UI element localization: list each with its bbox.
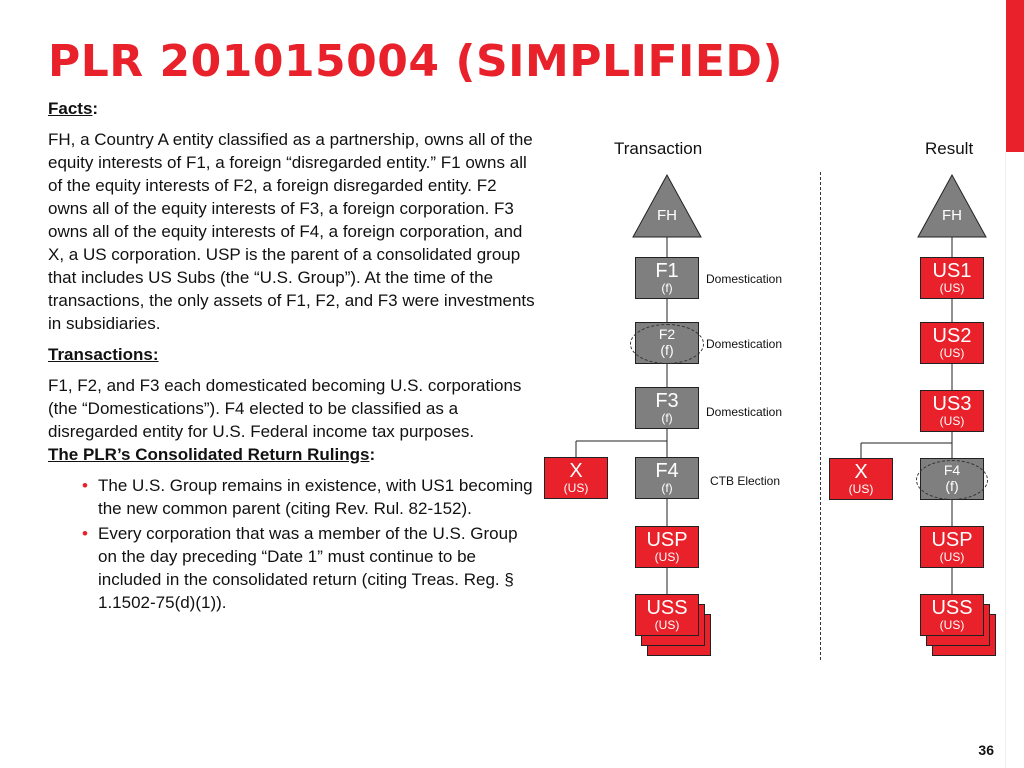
entity-class: (f) xyxy=(945,478,959,494)
ctb-election-note: CTB Election xyxy=(710,474,781,488)
entity-class: (US) xyxy=(939,346,965,360)
entity-name: US3 xyxy=(932,393,972,415)
domestication-note: Domestication xyxy=(706,272,783,286)
usp-entity-box xyxy=(635,526,699,568)
f3-entity-box xyxy=(635,387,699,429)
column-divider xyxy=(820,172,821,660)
facts-colon: : xyxy=(92,99,99,118)
domestication-note: Domestication xyxy=(706,405,783,419)
rulings-colon: : xyxy=(369,445,376,464)
entity-class: (US) xyxy=(848,482,874,496)
entity-name: F3 xyxy=(655,390,679,412)
entity-class: (US) xyxy=(939,550,965,564)
disregarded-ellipse xyxy=(630,324,704,364)
x-result-entity-box xyxy=(829,458,893,500)
fh-label-result: FH xyxy=(942,207,962,224)
uss-result-entity-box xyxy=(920,594,984,636)
entity-class: (US) xyxy=(563,481,589,495)
us2-entity-box xyxy=(920,322,984,364)
entity-name: USS xyxy=(646,597,688,619)
entity-class: (f) xyxy=(661,281,673,295)
entity-class: (US) xyxy=(654,550,680,564)
disregarded-ellipse xyxy=(916,460,988,500)
f1-entity-box xyxy=(635,257,699,299)
rulings-heading: The PLR’s Consolidated Return Rulings xyxy=(48,445,370,464)
slide-title: PLR 201015004 (SIMPLIFIED) xyxy=(48,36,784,87)
entity-name: X xyxy=(569,460,583,482)
fh-triangle-result xyxy=(918,175,986,237)
fh-label: FH xyxy=(657,207,677,224)
entity-name: USP xyxy=(931,529,973,551)
entity-class: (f) xyxy=(660,342,674,358)
fh-triangle xyxy=(633,175,701,237)
facts-body: FH, a Country A entity classified as a partnership, owns all of the equity interests of F1, a foreign “disregarded entity.” F1 owns all of the equity interests of F2, a foreign disregarded entity. F2 owns all of the equity interests of F3, a foreign corporation. F3 owns all of the equity interests of F4, a foreign corporation, and X, a US corporation. USP is the parent of a consolidated group that includes US Subs (the “U.S. Group”). At the time of the transactions, the only assets of F1, F2, and F3 were investments in subsidiaries. xyxy=(48,130,535,333)
transactions-heading: Transactions: xyxy=(48,345,159,364)
entity-name: US2 xyxy=(932,325,972,347)
entity-name: F4 xyxy=(655,460,679,482)
entity-name: US1 xyxy=(932,260,972,282)
entity-name: X xyxy=(854,461,868,483)
entity-name: F4 xyxy=(943,462,961,478)
entity-class: (f) xyxy=(661,411,673,425)
domestication-note: Domestication xyxy=(706,337,783,351)
entity-name: USS xyxy=(931,597,973,619)
entity-name: F2 xyxy=(658,326,676,342)
usp-result-entity-box xyxy=(920,526,984,568)
uss-entity-box xyxy=(635,594,699,636)
entity-class: (US) xyxy=(939,618,965,632)
entity-class: (f) xyxy=(661,481,673,495)
entity-class: (US) xyxy=(939,414,965,428)
entity-class: (US) xyxy=(939,281,965,295)
entity-class: (US) xyxy=(654,618,680,632)
facts-heading: Facts xyxy=(48,99,93,118)
us1-entity-box xyxy=(920,257,984,299)
entity-name: USP xyxy=(646,529,688,551)
transaction-label: Transaction xyxy=(614,139,703,158)
transactions-body: F1, F2, and F3 each domesticated becoming U.S. corporations (the “Domestications”). F4 elected to be classified as a disregarded entity for U.S. Federal income tax purposes. xyxy=(48,376,522,441)
page-number: 36 xyxy=(978,742,994,758)
list-item: • Every corporation that was a member of the U.S. Group on the day preceding “Date 1” must continue to be included in the consolidated return (citing Treas. Reg. § 1.1502-75(d)(1)). xyxy=(98,522,536,614)
entity-name: F1 xyxy=(655,260,679,282)
list-item: • The U.S. Group remains in existence, with US1 becoming the new common parent (citing Rev. Rul. 82-152). xyxy=(98,474,536,520)
us3-entity-box xyxy=(920,390,984,432)
result-label: Result xyxy=(925,139,974,158)
x-entity-box xyxy=(544,457,608,499)
f4-entity-box xyxy=(635,457,699,499)
